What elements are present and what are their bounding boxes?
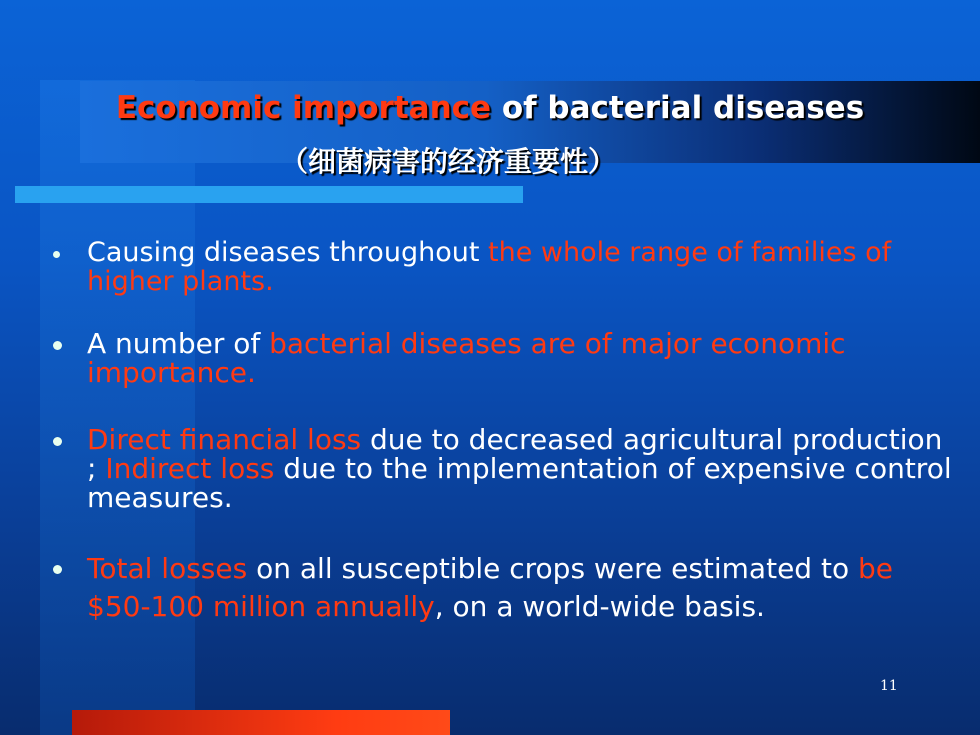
decorative-bottom-bar [72,710,450,735]
bullet-dot-icon [53,565,62,574]
bullet-highlight: Total losses [87,552,248,585]
bullet-highlight: the whole range of families of higher plants. [87,237,892,297]
bullet-dot-icon [53,341,62,350]
bullet-text: due to the implementation of expensive control measures. [87,452,952,514]
title-rest: of bacterial diseases [491,90,865,126]
bullet-item [50,550,960,626]
bullet-dot-icon [53,251,60,258]
bullet-item [50,238,960,296]
bullet-text: due to decreased agricultural production ; [87,423,943,485]
bullet-text: on all susceptible crops were estimated to [247,552,858,585]
slide-subtitle: （细菌病害的经济重要性） [280,145,617,178]
bullet-highlight: bacterial diseases are of major economic importance. [87,327,846,389]
bullet-text: Causing diseases throughout [87,237,488,268]
bullet-highlight: Direct financial loss [87,423,362,456]
title-highlight: Economic importance [115,90,492,126]
bullet-highlight: Indirect loss [105,452,275,485]
bullet-highlight: be $50-100 million annually [87,552,893,623]
slide-title [0,90,980,126]
bullet-item [50,425,960,512]
decorative-underline-bar [15,186,523,203]
bullet-text: , on a world-wide basis. [434,590,765,623]
bullet-text: A number of [87,327,270,360]
bullet-list [50,238,960,626]
bullet-item [50,329,960,387]
page-number: 11 [880,678,898,694]
bullet-dot-icon [53,437,62,446]
